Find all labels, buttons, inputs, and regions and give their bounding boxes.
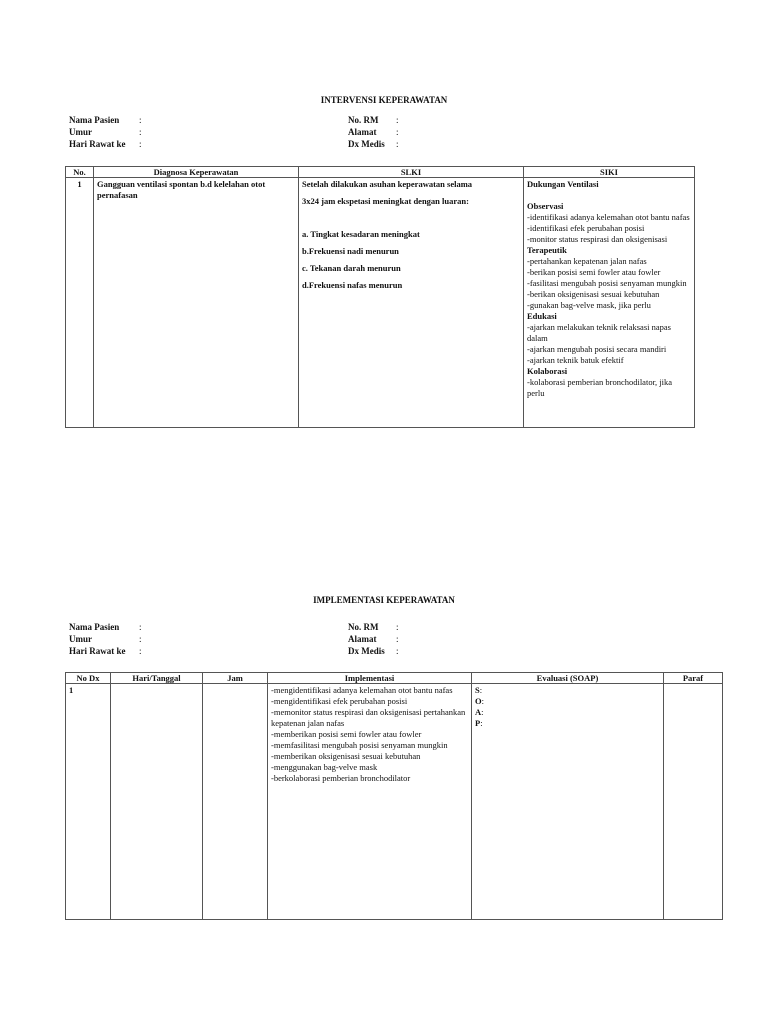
- implementasi-item: -memberikan posisi semi fowler atau fowler: [271, 729, 422, 739]
- col-header-slki: SLKI: [299, 167, 524, 178]
- soap-o: O:: [475, 696, 484, 706]
- dx-medis-label: Dx Medis: [348, 646, 385, 656]
- implementasi-table: [65, 672, 723, 920]
- col-header-no: No.: [66, 167, 94, 178]
- dx-medis-sep: :: [396, 139, 399, 149]
- slki-item: a. Tingkat kesadaran meningkat: [302, 229, 420, 239]
- hari-rawat-sep: :: [139, 139, 142, 149]
- col-header-diagnosa: Diagnosa Keperawatan: [94, 167, 299, 178]
- terapeutik-item: -gunakan bag-velve mask, jika perlu: [527, 300, 651, 310]
- dx-medis-label: Dx Medis: [348, 139, 385, 149]
- col-header-implementasi: Implementasi: [268, 673, 472, 684]
- slki-item: d.Frekuensi nafas menurun: [302, 280, 403, 290]
- row-no-dx: 1: [66, 684, 111, 920]
- alamat-label: Alamat: [348, 127, 377, 137]
- col-header-paraf: Paraf: [664, 673, 723, 684]
- implementasi-cell: [268, 684, 472, 920]
- col-header-evaluasi: Evaluasi (SOAP): [472, 673, 664, 684]
- hari-tanggal-cell: [111, 684, 203, 920]
- umur-label: Umur: [69, 127, 92, 137]
- implementasi-item: -mengidentifikasi efek perubahan posisi: [271, 696, 408, 706]
- implementasi-item: -berkolaborasi pemberian bronchodilator: [271, 773, 411, 783]
- table-row: [66, 178, 695, 428]
- diagnosa-cell: Gangguan ventilasi spontan b.d kelelahan otot pernafasan: [94, 178, 299, 428]
- implementasi-item: -memfasilitasi mengubah posisi senyaman mungkin: [271, 740, 448, 750]
- terapeutik-item: -fasilitasi mengubah posisi senyaman mungkin: [527, 278, 687, 288]
- terapeutik-item: -berikan oksigenisasi sesuai kebutuhan: [527, 289, 660, 299]
- nama-pasien-label: Nama Pasien: [69, 115, 120, 125]
- umur-sep: :: [139, 634, 142, 644]
- kolaborasi-label: Kolaborasi: [527, 366, 568, 376]
- soap-a: A:: [475, 707, 484, 717]
- siki-cell: [524, 178, 695, 428]
- slki-item: b.Frekuensi nadi menurun: [302, 246, 399, 256]
- col-header-no-dx: No Dx: [66, 673, 111, 684]
- siki-title: Dukungan Ventilasi: [527, 179, 599, 189]
- nama-pasien-sep: :: [139, 622, 142, 632]
- terapeutik-item: -pertahankan kepatenan jalan nafas: [527, 256, 647, 266]
- no-rm-sep: :: [396, 115, 399, 125]
- umur-label: Umur: [69, 634, 92, 644]
- intervensi-header-row: [66, 167, 695, 178]
- terapeutik-item: -berikan posisi semi fowler atau fowler: [527, 267, 661, 277]
- col-header-jam: Jam: [203, 673, 268, 684]
- nama-pasien-label: Nama Pasien: [69, 622, 120, 632]
- jam-cell: [203, 684, 268, 920]
- hari-rawat-label: Hari Rawat ke: [69, 646, 126, 656]
- edukasi-item: -ajarkan mengubah posisi secara mandiri: [527, 344, 667, 354]
- no-rm-label: No. RM: [348, 115, 379, 125]
- slki-item: c. Tekanan darah menurun: [302, 263, 401, 273]
- row-no: 1: [66, 178, 94, 428]
- alamat-sep: :: [396, 127, 399, 137]
- terapeutik-label: Terapeutik: [527, 245, 567, 255]
- slki-intro: Setelah dilakukan asuhan keperawatan selama: [302, 179, 473, 189]
- edukasi-item: -ajarkan teknik batuk efektif: [527, 355, 624, 365]
- intervensi-table: [65, 166, 695, 428]
- table-row: [66, 684, 723, 920]
- soap-s: S:: [475, 685, 483, 695]
- edukasi-item: -ajarkan melakukan teknik relaksasi napas dalam: [527, 322, 671, 343]
- soap-p: P:: [475, 718, 483, 728]
- kolaborasi-item: -kolaborasi pemberian bronchodilator, jika perlu: [527, 377, 673, 398]
- hari-rawat-sep: :: [139, 646, 142, 656]
- implementasi-header-row: [66, 673, 723, 684]
- implementasi-item: -mengidentifikasi adanya kelemahan otot bantu nafas: [271, 685, 453, 695]
- nama-pasien-sep: :: [139, 115, 142, 125]
- dx-medis-sep: :: [396, 646, 399, 656]
- observasi-label: Observasi: [527, 201, 564, 211]
- no-rm-sep: :: [396, 622, 399, 632]
- observasi-item: -identifikasi efek perubahan posisi: [527, 223, 645, 233]
- slki-cell: [299, 178, 524, 428]
- implementasi-item: -menggunakan bag-velve mask: [271, 762, 378, 772]
- col-header-siki: SIKI: [524, 167, 695, 178]
- observasi-item: -identifikasi adanya kelemahan otot bantu nafas: [527, 212, 690, 222]
- no-rm-label: No. RM: [348, 622, 379, 632]
- implementasi-item: -memonitor status respirasi dan oksigenisasi pertahankan kepatenan jalan nafas: [271, 707, 466, 728]
- slki-intro-2: 3x24 jam ekspetasi meningkat dengan luaran:: [302, 196, 469, 206]
- alamat-sep: :: [396, 634, 399, 644]
- edukasi-label: Edukasi: [527, 311, 557, 321]
- implementasi-item: -memberikan oksigenisasi sesuai kebutuhan: [271, 751, 421, 761]
- implementasi-title: IMPLEMENTASI KEPERAWATAN: [313, 595, 455, 605]
- intervensi-title: INTERVENSI KEPERAWATAN: [320, 95, 448, 105]
- observasi-item: -monitor status respirasi dan oksigenisasi: [527, 234, 668, 244]
- hari-rawat-label: Hari Rawat ke: [69, 139, 126, 149]
- alamat-label: Alamat: [348, 634, 377, 644]
- evaluasi-cell: [472, 684, 664, 920]
- paraf-cell: [664, 684, 723, 920]
- col-header-hari-tanggal: Hari/Tanggal: [111, 673, 203, 684]
- umur-sep: :: [139, 127, 142, 137]
